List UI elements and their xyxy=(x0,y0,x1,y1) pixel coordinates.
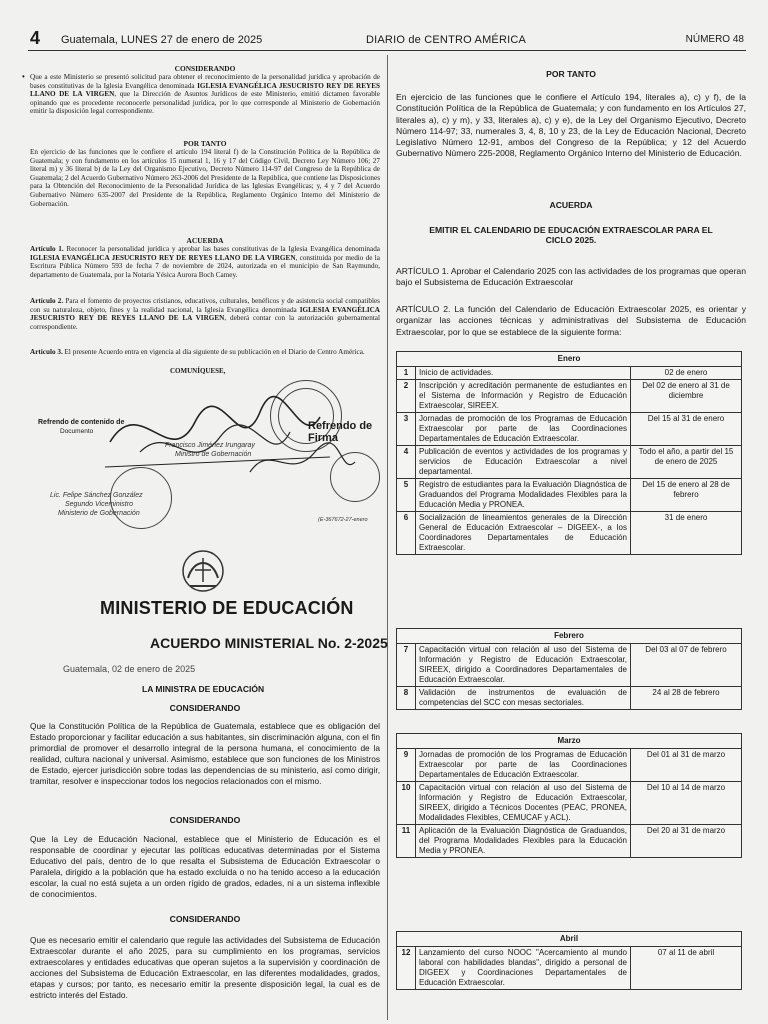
signature-block xyxy=(30,362,380,562)
considerando-heading-2: CONSIDERANDO xyxy=(169,815,241,825)
date-cell: Del 10 al 14 de marzo xyxy=(631,782,742,825)
date-cell: 02 de enero xyxy=(631,367,742,380)
articulo-1-right: ARTÍCULO 1. Aprobar el Calendario 2025 con las actividades de los programas que operan bajo el Subsistema de Educación Extraescolar xyxy=(396,266,746,288)
date-cell: Del 20 al 31 de marzo xyxy=(631,825,742,858)
considerando-paragraph: Que a este Ministerio se presentó solicitud para obtener el reconocimiento de la personalidad jurídica y aprobación de bases constitutivas de la Iglesia Evangélica denominada IGLESIA EVANGÉLICA JESUCRISTO REY DE REYES LLANO DE LA VIRGEN, que la Dirección de Asuntos Jurídicos de este Ministerio, emitió dictamen favorable opinando que es procedente reconocerle personalidad jurídica, por lo que corresponde al Ministerio de Gobernación emitir la disposición legal correspondiente. xyxy=(30,73,381,116)
table-row xyxy=(397,380,742,413)
column-divider xyxy=(387,55,388,1020)
month-header: Enero xyxy=(397,352,742,367)
activity-cell: Inscripción y acreditación permanente de estudiantes en el Sistema de Información y Registro de Educación Extraescolar, SIREEX. xyxy=(416,380,631,413)
row-number: 5 xyxy=(397,479,416,512)
date-cell: Del 02 de enero al 31 de diciembre xyxy=(631,380,742,413)
signer-1-role: Ministro de Gobernación xyxy=(175,451,252,458)
por-tanto-paragraph: En ejercicio de las funciones que le confiere el artículo 194 literal f) de la Constitución Política de la República de Guatemala; y con fundamento en los artículos 15 numeral 1, 16 y 17 del Código Civil, Decreto Ley Número 106; 27 literal m) y 36 literal b) de la Ley del Organismo Ejecutivo, Decreto Número 114-97 del Congreso de la República de Guatemala; 2 del Acuerdo Gubernativo Número 263-2006 del Presidente de la República, que contiene las Disposiciones para la Obtención del Reconocimiento de la Personalidad Jurídica de las Iglesias Evangélicas; y, 4 y 7 del Acuerdo Gubernativo Número 635-2007 del Presidente de la República, Reglamento Orgánico Interno del Ministerio de Gobernación. xyxy=(30,148,380,208)
date-cell: Del 15 al 31 de enero xyxy=(631,413,742,446)
header-date: Guatemala, LUNES 27 de enero de 2025 xyxy=(61,34,263,46)
page-number: 4 xyxy=(30,28,41,48)
refrendo-contenido-label: Refrendo de contenido de xyxy=(38,419,125,426)
calendar-table-enero xyxy=(396,351,742,555)
considerando-paragraph-2: Que la Ley de Educación Nacional, establece que el Ministerio de Educación es el responsable de coordinar y ejecutar las políticas educativas determinadas por el Sistema Educativo del país, dentro de lo que resalta el Subsistema de Educación Extraescolar o Paralela, dirigido a la población que ha estado excluida o no ha tenido acceso a la educación escolar, la cual no está sujeta a un orden rígido de grados, edades, ni a un sistema inflexible de conocimientos. xyxy=(30,834,380,899)
por-tanto-paragraph-right: En ejercicio de las funciones que le confiere el Artículo 194, literales a), c) y f), de la Constitución Política de la República de Guatemala; y con fundamento en los Artículos 27, literales a), c) y m), y 33, literales a), c) y e), de la Ley del Organismo Ejecutivo, Decreto Número 114-97; 33, numerales 3, 4, 8, 10 y 23, de la Ley de Educación Nacional, Decreto Legislativo Número 12-91, ambos del Congreso de la República; y 12 del Acuerdo Gubernativo Número 225-2008, Reglamento Orgánico Interno del Ministerio de Educación. xyxy=(396,92,746,159)
signer-2-org: Ministerio de Gobernación xyxy=(58,510,140,517)
issue-number: NÚMERO 48 xyxy=(685,34,744,45)
row-number: 11 xyxy=(397,825,416,858)
signer-2-role: Segundo Viceministro xyxy=(65,501,133,508)
date-cell: 07 al 11 de abril xyxy=(631,947,742,990)
activity-cell: Lanzamiento del curso NOOC "Acercamiento al mundo laboral con habilidades blandas", dirigido a personal de DIGEEX y Coordinaciones Departamentales de Educación Extraescolar. xyxy=(416,947,631,990)
table-row xyxy=(397,446,742,479)
signer-1-name: Francisco Jiménez Irungaray xyxy=(165,442,255,449)
page-header xyxy=(28,30,746,51)
acuerda-heading-right: ACUERDA xyxy=(549,200,593,210)
row-number: 3 xyxy=(397,413,416,446)
date-cell: Del 15 de enero al 28 de febrero xyxy=(631,479,742,512)
articulo-3: Artículo 3. El presente Acuerdo entra en vigencia al día siguiente de su publicación en el Diario de Centro América. xyxy=(30,348,365,356)
date-cell: Todo el año, a partir del 15 de enero de 2025 xyxy=(631,446,742,479)
activity-cell: Registro de estudiantes para la Evaluación Diagnóstica de Graduandos del Programa Modalidades Flexibles para la Educación Media y PRONEA. xyxy=(416,479,631,512)
articulo-2: Artículo 2. Para el fomento de proyectos cristianos, educativos, culturales, benéficos y de asistencia social compatibles con su naturaleza, objeto, fines y la realidad nacional, la Iglesia Evangélica denominada IGLESIA EVANGÉLICA JESUCRISTO REY DE REYES LLANO DE LA VIRGEN, deberá contar con la autorización gubernamental correspondiente. xyxy=(30,297,380,331)
acuerdo-title: ACUERDO MINISTERIAL No. 2-2025 xyxy=(150,635,388,651)
table-row xyxy=(397,825,742,858)
table-row xyxy=(397,947,742,990)
row-number: 1 xyxy=(397,367,416,380)
comuniquese-label: COMUNÍQUESE, xyxy=(170,367,226,375)
row-number: 12 xyxy=(397,947,416,990)
activity-cell: Inicio de actividades. xyxy=(416,367,631,380)
activity-cell: Socialización de lineamientos generales de la Dirección General de Educación Extraescolar – DIGEEX-, a los Coordinadores Departamentales de Educación Extraescolar. xyxy=(416,512,631,555)
row-number: 8 xyxy=(397,687,416,710)
table-row xyxy=(397,512,742,555)
city-date: Guatemala, 02 de enero de 2025 xyxy=(63,664,196,674)
activity-cell: Publicación de eventos y actividades de los programas y servicios de Educación Extraescolar a nivel departamental. xyxy=(416,446,631,479)
month-header: Febrero xyxy=(397,629,742,644)
activity-cell: Aplicación de la Evaluación Diagnóstica de Graduandos, del Programa Modalidades Flexibles para la Educación Media y PRONEA. xyxy=(416,825,631,858)
signer-2-name: Lic. Felipe Sánchez González xyxy=(50,492,143,499)
row-number: 10 xyxy=(397,782,416,825)
date-cell: 31 de enero xyxy=(631,512,742,555)
calendar-table-abril xyxy=(396,931,742,990)
table-row xyxy=(397,367,742,380)
table-row xyxy=(397,413,742,446)
table-row xyxy=(397,749,742,782)
activity-cell: Jornadas de promoción de los Programas de Educación Extraescolar por parte de las Coordinaciones Departamentales de Educación Extraescolar. xyxy=(416,413,631,446)
articulo-2-right: ARTÍCULO 2. La función del Calendario de Educación Extraescolar 2025, es orientar y organizar las acciones técnicas y administrativas del Subsistema de Educación Extraescolar, por lo que se establece de la siguiente forma: xyxy=(396,304,746,337)
table-row xyxy=(397,479,742,512)
considerando-paragraph-3: Que es necesario emitir el calendario que regule las actividades del Subsistema de Educación Extraescolar durante el año 2025, para su cumplimiento en los programas, servicios extraescolares y entidades educativas que operan sujetos a la supervisión y coordinación de acciones del Subsistema de Educación Extraescolar, en las diferentes modalidades, grados, etapas y cursos; por tanto, es necesario emitir la presente disposición legal, la cual es de estricto interés del Estado. xyxy=(30,935,380,1000)
table-row xyxy=(397,687,742,710)
coat-of-arms-icon xyxy=(180,548,226,594)
date-cell: Del 03 al 07 de febrero xyxy=(631,644,742,687)
por-tanto-heading: POR TANTO xyxy=(183,139,227,148)
date-cell: Del 01 al 31 de marzo xyxy=(631,749,742,782)
activity-cell: Capacitación virtual con relación al uso del Sistema de Información y Registro de Educación Extraescolar, SIREEX, dirigido a Coordinadores Departamentales de Educación Extraescolar. xyxy=(416,644,631,687)
articulo-1: Artículo 1. Reconocer la personalidad jurídica y aprobar las bases constitutivas de la Iglesia Evangélica denominada IGLESIA EVANGÉLICA JESUCRISTO REY DE REYES LLANO DE LA VIRGEN, constituida por medio de la Escritura Pública Número 593 de fecha 7 de noviembre de 2024, autorizada en el municipio de San Raymundo, departamento de Guatemala, por la Notaria Yésica Aurora Boch Camey. xyxy=(30,245,380,279)
la-ministra-heading: LA MINISTRA DE EDUCACIÓN xyxy=(142,684,265,694)
activity-cell: Capacitación virtual con relación al uso del Sistema de Información y Registro de Educación Extraescolar, SIREEX, dirigido a Técnicos Docentes (PEAC, PRONEA, Modalidades Flexibles, CEMUCAF y ACL). xyxy=(416,782,631,825)
table-row xyxy=(397,644,742,687)
activity-cell: Jornadas de promoción de los Programas de Educación Extraescolar por parte de las Coordinaciones Departamentales de Educación Extraescolar. xyxy=(416,749,631,782)
refrendo-firma-label: Refrendo de Firma xyxy=(308,420,373,444)
row-number: 4 xyxy=(397,446,416,479)
month-header: Abril xyxy=(397,932,742,947)
ministry-title: MINISTERIO DE EDUCACIÓN xyxy=(100,598,354,618)
refrendo-documento-label: Documento xyxy=(60,428,94,435)
row-number: 9 xyxy=(397,749,416,782)
considerando-heading: CONSIDERANDO xyxy=(174,64,236,73)
row-number: 2 xyxy=(397,380,416,413)
considerando-heading-1: CONSIDERANDO xyxy=(169,703,241,713)
newspaper-name: DIARIO de CENTRO AMÉRICA xyxy=(366,34,527,46)
acuerda-heading: ACUERDA xyxy=(186,236,224,245)
considerando-heading-3: CONSIDERANDO xyxy=(169,914,241,924)
row-number: 7 xyxy=(397,644,416,687)
row-number: 6 xyxy=(397,512,416,555)
table-row xyxy=(397,782,742,825)
bullet-mark: • xyxy=(22,72,25,81)
publication-code: (E-367672-27-enero xyxy=(318,517,368,523)
por-tanto-heading-right: POR TANTO xyxy=(546,69,596,79)
activity-cell: Validación de instrumentos de evaluación de competencias del SCC con mesas sectoriales. xyxy=(416,687,631,710)
month-header: Marzo xyxy=(397,734,742,749)
emitir-calendario-heading: EMITIR EL CALENDARIO DE EDUCACIÓN EXTRAESCOLAR PARA EL CICLO 2025. xyxy=(429,225,713,245)
calendar-table-febrero xyxy=(396,628,742,710)
calendar-table-marzo xyxy=(396,733,742,858)
date-cell: 24 al 28 de febrero xyxy=(631,687,742,710)
considerando-paragraph-1: Que la Constitución Política de la República de Guatemala, establece que es obligación del Estado proporcionar y facilitar educación a sus habitantes, sin discriminación alguna, con el fin primordial de promover el desarrollo integral de la persona humana, el conocimiento de la realidad, cultura nacional y universal. Asimismo, establece que son funciones de los Ministros de Estado, ejercer jurisdicción sobre todas las dependencias de su ministerio, así como dirigir, tramitar, resolver e inspeccionar todos los negocios relacionados con el mismo. xyxy=(30,721,380,786)
